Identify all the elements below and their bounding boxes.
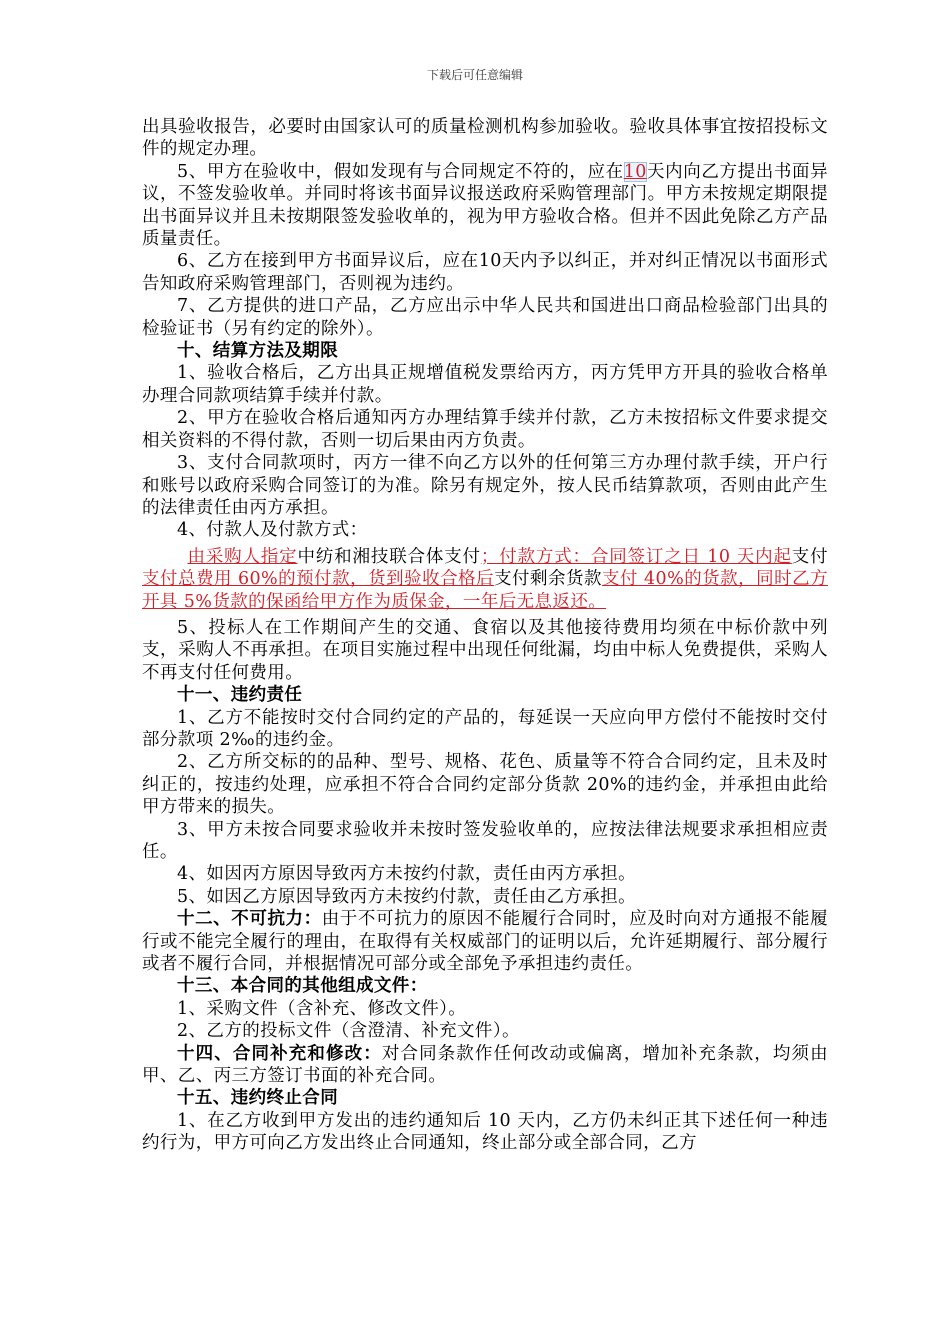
- paragraph: 7、乙方提供的进口产品，乙方应出示中华人民共和国进出口商品检验部门出具的检验证书（另有约定的除外）。: [142, 296, 828, 339]
- payment-terms-paragraph: [142, 546, 828, 613]
- section-heading: 十五、违约终止合同: [177, 1088, 339, 1109]
- paragraph: 2、乙方所交标的的品种、型号、规格、花色、质量等不符合合同约定，且未及时纠正的，按违约处理，应承担不符合合同约定部分货款 20%的违约金，并承担由此给甲方带来的损失。: [142, 752, 828, 818]
- paragraph: 3、支付合同款项时，丙方一律不向乙方以外的任何第三方办理付款手续，开户行和账号以政府采购合同签订的为准。除另有规定外，按人民币结算款项，否则由此产生的法律责任由丙方承担。: [142, 453, 828, 518]
- paragraph: 4、付款人及付款方式：: [177, 520, 368, 541]
- revised-text: ；付款方式：合同签订之日 10 天内起: [480, 546, 792, 567]
- paragraph: 1、验收合格后，乙方出具正规增值税发票给丙方，丙方凭甲方开具的验收合格单办理合同款项结算手续并付款。: [142, 363, 828, 406]
- section-heading: 十二、不可抗力：: [177, 909, 322, 930]
- paragraph: 1、乙方不能按时交付合同约定的产品的，每延误一天应向甲方偿付不能按时交付部分款项 2‰的违约金。: [142, 707, 828, 750]
- revised-text: 支付总费用 60%的预付款，货到验收合格后: [142, 569, 495, 590]
- paragraph: 1、采购文件（含补充、修改文件）。: [177, 998, 467, 1019]
- paragraph: 2、甲方在验收合格后通知丙方办理结算手续并付款，乙方未按招标文件要求提交相关资料的不得付款，否则一切后果由丙方负责。: [142, 408, 828, 451]
- section-heading: 十四、合同补充和修改：: [177, 1043, 382, 1064]
- paragraph: 5、如因乙方原因导致丙方未按约付款，责任由乙方承担。: [177, 886, 637, 907]
- paragraph: 出具验收报告，必要时由国家认可的质量检测机构参加验收。验收具体事宜按招投标文件的规定办理。: [142, 117, 828, 160]
- paragraph: 4、如因丙方原因导致丙方未按约付款，责任由丙方承担。: [177, 864, 637, 885]
- paragraph: 6、乙方在接到甲方书面异议后，应在10天内予以纠正，并对纠正情况以书面形式告知政府采购管理部门，否则视为违约。: [142, 251, 828, 294]
- revised-text: 由采购人指定: [187, 546, 298, 567]
- text-run: 支付剩余货款: [494, 569, 602, 590]
- paragraph: 5、投标人在工作期间产生的交通、食宿以及其他接待费用均须在中标价款中列支，采购人不再承担。在项目实施过程中出现任何纰漏，均由中标人免费提供，采购人不再支付任何费用。: [142, 617, 828, 683]
- paragraph: [142, 1043, 828, 1088]
- text-run: 对合同条款作任何改动或偏离，增加补充条款，均须由甲、乙、丙三方签订书面的补充合同。: [142, 1043, 828, 1087]
- revised-text: 支付 40%的货款，同时乙方开具 5%货款的保函给甲方作为质保金，一年后无息返还。: [142, 569, 829, 612]
- section-heading: 十一、违约责任: [177, 685, 303, 706]
- page-header: 下载后可任意编辑: [426, 68, 523, 82]
- paragraph: 1、在乙方收到甲方发出的违约通知后 10 天内，乙方仍未纠正其下述任何一种违约行为，甲方可向乙方发出终止合同通知，终止部分或全部合同，乙方: [142, 1110, 828, 1154]
- document-body: [142, 116, 828, 1155]
- paragraph: [142, 161, 828, 251]
- text-run: 支付: [791, 546, 829, 567]
- section-heading: 十、结算方法及期限: [177, 341, 339, 362]
- highlighted-value: 10: [623, 161, 647, 182]
- text-run: 中纺和湘技联合体支付: [297, 546, 481, 567]
- section-heading: 十三、本合同的其他组成文件：: [177, 976, 428, 997]
- text-run: 由于不可抗力的原因不能履行合同时，应及时向对方通报不能履行或不能完全履行的理由，在取得有关权威部门的证明以后，允许延期履行、部分履行或者不履行合同，并根据情况可部分或全部免予承担违约责任。: [142, 909, 829, 975]
- text-run: 5、甲方在验收中，假如发现有与合同规定不符的，应在: [177, 161, 624, 182]
- text-run: 天内向乙方提出书面异议，不签发验收单。并同时将该书面异议报送政府采购管理部门。甲方未按规定期限提出书面异议并且未按期限签发验收单的，视为甲方验收合格。但并不因此免除乙方产品质量责任。: [142, 161, 829, 250]
- paragraph: 2、乙方的投标文件（含澄清、补充文件）。: [177, 1021, 520, 1042]
- paragraph: [142, 908, 828, 975]
- paragraph: 3、甲方未按合同要求验收并未按时签发验收单的，应按法律法规要求承担相应责任。: [142, 819, 828, 862]
